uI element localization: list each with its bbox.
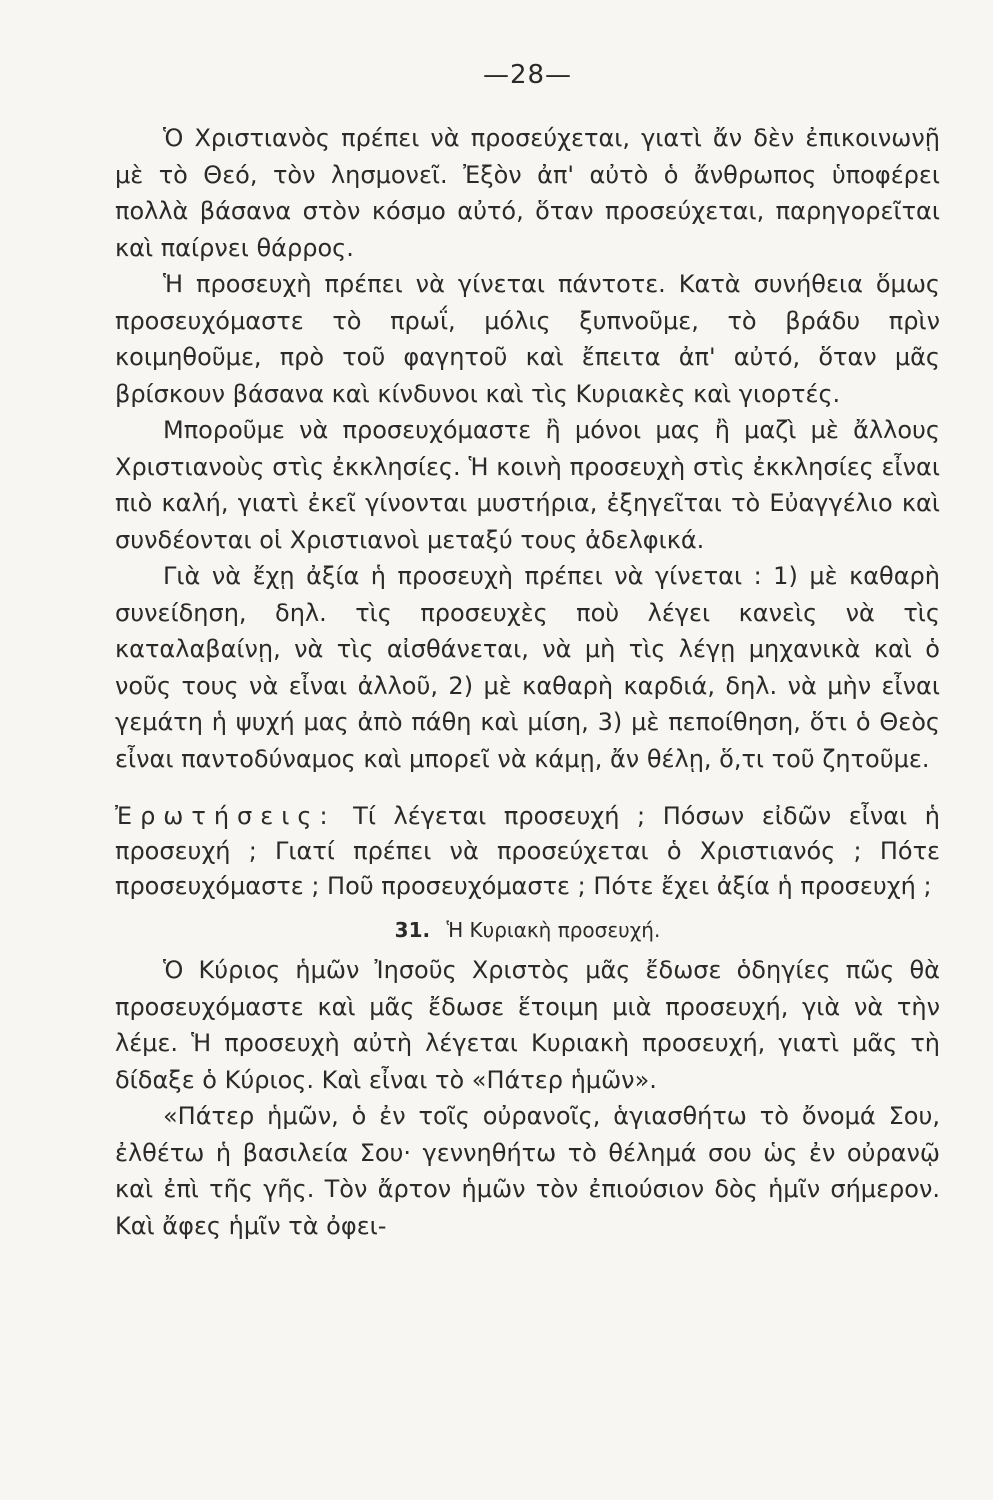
review-questions xyxy=(115,799,940,904)
section-paragraph-2: «Πάτερ ἡμῶν, ὁ ἐν τοῖς οὐρανοῖς, ἁγιασθήτω τὸ ὄνομά Σου, ἐλθέτω ἡ βασιλεία Σου· γεννηθήτω τὸ θέλημά σου ὡς ἐν οὐρανῷ καὶ ἐπὶ τῆς γῆς. Τὸν ἄρτον ἡμῶν τὸν ἐπιούσιον δὸς ἡμῖν σήμερον. Καὶ ἄφες ἡμῖν τὰ ὀφει- xyxy=(115,1102,940,1240)
questions-label: Ἐρωτήσεις: xyxy=(115,802,336,830)
page-number: —28— xyxy=(482,60,573,90)
section-heading xyxy=(115,918,940,942)
questions-text: Τί λέγεται προσευχή ; Πόσων εἰδῶν εἶναι ἡ προσευχή ; Γιατί πρέπει νὰ προσεύχεται ὁ Χριστιανός ; Πότε προσευχόμαστε ; Ποῦ προσευχόμαστε ; Πότε ἔχει ἀξία ἡ προσευχή ; xyxy=(115,802,940,900)
paragraph-4: Γιὰ νὰ ἔχῃ ἀξία ἡ προσευχὴ πρέπει νὰ γίνεται : 1) μὲ καθαρὴ συνείδηση, δηλ. τὶς προσευχὲς ποὺ λέγει κανεὶς νὰ τὶς καταλαβαίνῃ, νὰ τὶς αἰσθάνεται, νὰ μὴ τὶς λέγῃ μηχανικὰ καὶ ὁ νοῦς τους νὰ εἶναι ἀλλοῦ, 2) μὲ καθαρὴ καρδιά, δηλ. νὰ μὴν εἶναι γεμάτη ἡ ψυχή μας ἀπὸ πάθη καὶ μίση, 3) μὲ πεποίθηση, ὅτι ὁ Θεὸς εἶναι παντοδύναμος καὶ μπορεῖ νὰ κάμῃ, ἄν θέλῃ, ὅ,τι τοῦ ζητοῦμε. xyxy=(115,562,940,773)
section-title: Ἡ Κυριακὴ προσευχή. xyxy=(446,918,661,942)
paragraph-2: Ἡ προσευχὴ πρέπει νὰ γίνεται πάντοτε. Κατὰ συνήθεια ὅμως προσευχόμαστε τὸ πρωΐ, μόλις ξυπνοῦμε, τὸ βράδυ πρὶν κοιμηθοῦμε, πρὸ τοῦ φαγητοῦ καὶ ἔπειτα ἀπ' αὐτό, ὅταν μᾶς βρίσκουν βάσανα καὶ κίνδυνοι καὶ τὶς Κυριακὲς καὶ γιορτές. xyxy=(115,270,940,408)
section-paragraph-1: Ὁ Κύριος ἡμῶν Ἰησοῦς Χριστὸς μᾶς ἔδωσε ὁδηγίες πῶς θὰ προσευχόμαστε καὶ μᾶς ἔδωσε ἕτοιμη μιὰ προσευχή, γιὰ νὰ τὴν λέμε. Ἡ προσευχὴ αὐτὴ λέγεται Κυριακὴ προσευχή, γιατὶ μᾶς τὴ δίδαξε ὁ Κύριος. Καὶ εἶναι τὸ «Πάτερ ἡμῶν». xyxy=(115,956,940,1094)
paragraph-3: Μποροῦμε νὰ προσευχόμαστε ἢ μόνοι μας ἢ μαζὶ μὲ ἄλλους Χριστιανοὺς στὶς ἐκκλησίες. Ἡ κοινὴ προσευχὴ στὶς ἐκκλησίες εἶναι πιὸ καλή, γιατὶ ἐκεῖ γίνονται μυστήρια, ἐξηγεῖται τὸ Εὐαγγέλιο καὶ συνδέονται οἱ Χριστιανοὶ μεταξύ τους ἀδελφικά. xyxy=(115,416,940,554)
book-page xyxy=(115,60,940,1244)
section-number: 31. xyxy=(394,918,431,942)
paragraph-1: Ὁ Χριστιανὸς πρέπει νὰ προσεύχεται, γιατὶ ἄν δὲν ἐπικοινωνῇ μὲ τὸ Θεό, τὸν λησμονεῖ. Ἐξὸν ἀπ' αὐτὸ ὁ ἄνθρωπος ὑποφέρει πολλὰ βάσανα στὸν κόσμο αὐτό, ὅταν προσεύχεται, παρηγορεῖται καὶ παίρνει θάρρος. xyxy=(115,124,940,262)
